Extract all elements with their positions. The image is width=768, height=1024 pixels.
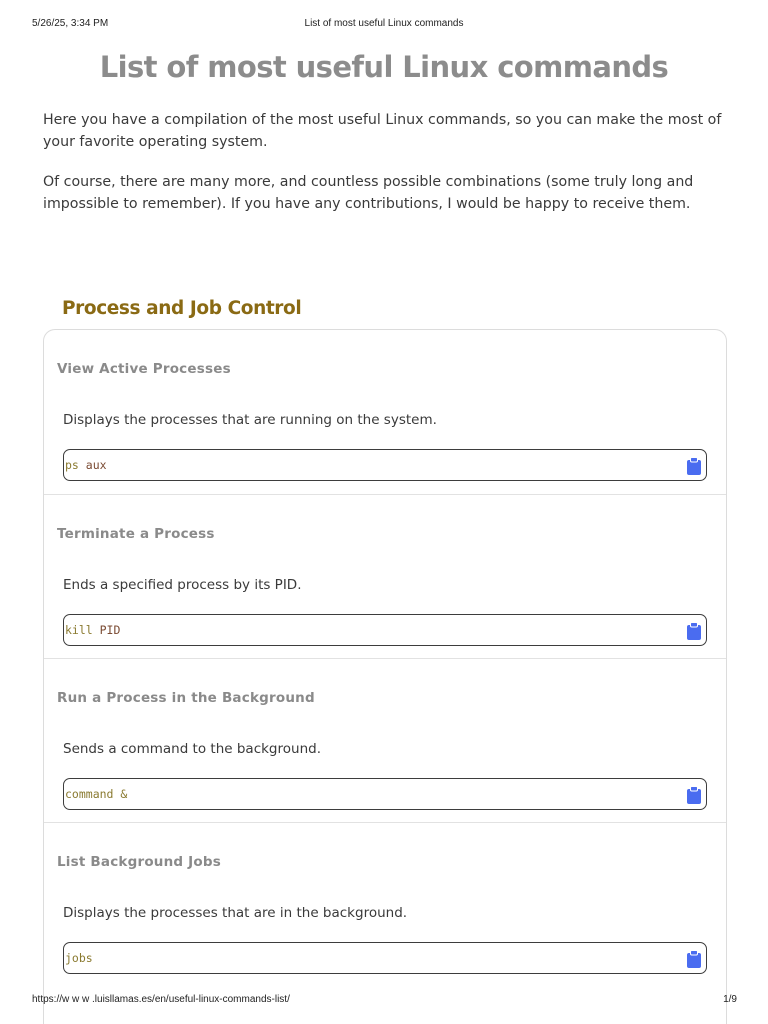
command-item <box>44 330 726 494</box>
code-args: aux <box>78 458 107 472</box>
command-description: Displays the processes that are in the background. <box>63 905 408 921</box>
print-footer <box>0 994 768 1008</box>
code-command: kill <box>65 623 93 637</box>
code-command: ps <box>65 458 79 472</box>
print-doc-title: List of most useful Linux commands <box>304 18 464 29</box>
command-title: List Background Jobs <box>57 854 221 870</box>
command-description: Displays the processes that are running on the system. <box>63 412 437 428</box>
clipboard-icon[interactable] <box>686 622 702 640</box>
print-url: https://w w w .luisllamas.es/en/useful-linux-commands-list/ <box>32 994 290 1005</box>
print-datetime: 5/26/25, 3:34 PM <box>32 18 109 29</box>
clipboard-icon[interactable] <box>686 786 702 804</box>
code-args: PID <box>92 623 121 637</box>
command-card-list <box>43 329 727 1024</box>
intro-paragraph-2: Of course, there are many more, and countless possible combinations (some truly long and impossible to remember). If you have any contributions, I would be happy to receive them. <box>43 174 694 212</box>
command-title: View Active Processes <box>57 361 231 377</box>
clipboard-icon[interactable] <box>686 950 702 968</box>
section-title: Process and Job Control <box>62 298 302 319</box>
code-block <box>63 449 707 481</box>
code-text[interactable] <box>65 623 120 637</box>
clipboard-icon[interactable] <box>686 457 702 475</box>
intro-paragraph-1: Here you have a compilation of the most useful Linux commands, so you can make the most of your favorite operating system. <box>43 112 722 150</box>
command-item <box>44 494 726 658</box>
command-item <box>44 822 726 986</box>
code-command: command & <box>65 787 128 801</box>
command-title: Run a Process in the Background <box>57 690 315 706</box>
code-block <box>63 942 707 974</box>
code-block <box>63 778 707 810</box>
code-text[interactable] <box>65 951 93 965</box>
command-description: Sends a command to the background. <box>63 741 321 757</box>
print-header <box>0 18 768 32</box>
code-text[interactable] <box>65 787 127 801</box>
page-number: 1/9 <box>723 994 737 1005</box>
code-command: jobs <box>65 951 93 965</box>
command-item <box>44 658 726 822</box>
page-title: List of most useful Linux commands <box>99 50 669 84</box>
code-text[interactable] <box>65 458 107 472</box>
code-block <box>63 614 707 646</box>
command-title: Terminate a Process <box>57 526 215 542</box>
command-description: Ends a specified process by its PID. <box>63 577 302 593</box>
